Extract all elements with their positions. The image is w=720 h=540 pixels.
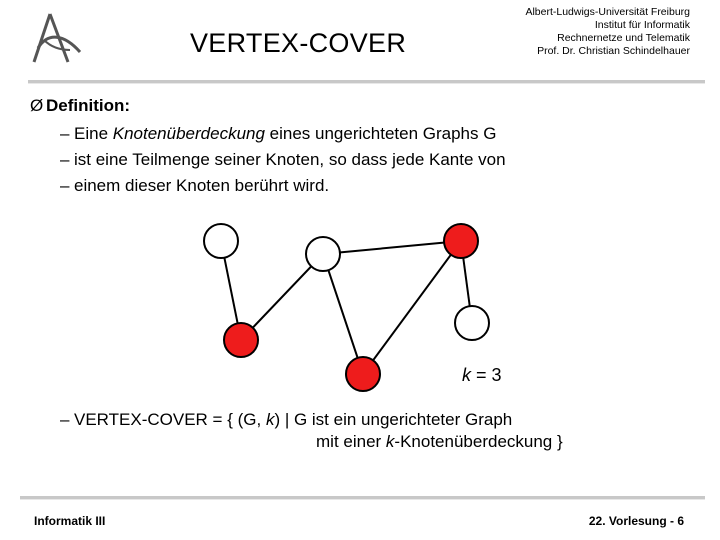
graph-node-cover — [444, 224, 478, 258]
graph-node-cover — [224, 323, 258, 357]
k-value-label — [462, 365, 502, 386]
heading-text: Definition: — [46, 96, 131, 115]
affiliation-line: Institut für Informatik — [594, 19, 690, 31]
lecture-page-number: 22. Vorlesung - 6 — [588, 514, 684, 528]
line-text: einem dieser Knoten berührt wird. — [74, 176, 330, 195]
slide-title: VERTEX-COVER — [190, 28, 407, 58]
def-k: k — [385, 432, 395, 451]
bullet-arrow-icon: Ø — [30, 96, 44, 115]
dash-bullet: – — [60, 124, 70, 143]
graph-edge — [363, 241, 461, 374]
line-text: eines ungerichteten Graphs G — [264, 124, 497, 143]
dash-bullet: – — [60, 150, 70, 169]
graph-node — [455, 306, 489, 340]
graph-node-cover — [346, 357, 380, 391]
course-name: Informatik III — [34, 514, 106, 528]
graph-node — [306, 237, 340, 271]
vertex-cover-definition-cont — [316, 432, 563, 452]
affiliation-line: Rechnernetze und Telematik — [557, 32, 690, 44]
line-emphasis: Knotenüberdeckung — [112, 124, 265, 143]
affiliation-line: Albert-Ludwigs-Universität Freiburg — [525, 6, 690, 18]
line-text: ist eine Teilmenge seiner Knoten, so dass jede Kante von — [74, 150, 506, 169]
def-text: -Knotenüberdeckung } — [394, 432, 563, 451]
line-text: Eine — [74, 124, 113, 143]
def-k: k — [265, 410, 275, 429]
graph-edge — [323, 254, 363, 374]
k-variable: k — [462, 365, 471, 385]
graph-edge — [323, 241, 461, 254]
def-text: mit einer — [316, 432, 386, 451]
def-text: ) | G ist ein ungerichteter Graph — [274, 410, 513, 429]
k-value: = 3 — [471, 365, 502, 385]
footer-divider — [20, 496, 705, 500]
affiliation-line: Prof. Dr. Christian Schindelhauer — [537, 45, 690, 57]
graph-node — [204, 224, 238, 258]
dash-bullet: – — [60, 176, 70, 195]
def-text: VERTEX-COVER = { (G, — [74, 410, 266, 429]
dash-bullet: – — [60, 410, 70, 429]
vertex-cover-definition — [60, 410, 512, 430]
